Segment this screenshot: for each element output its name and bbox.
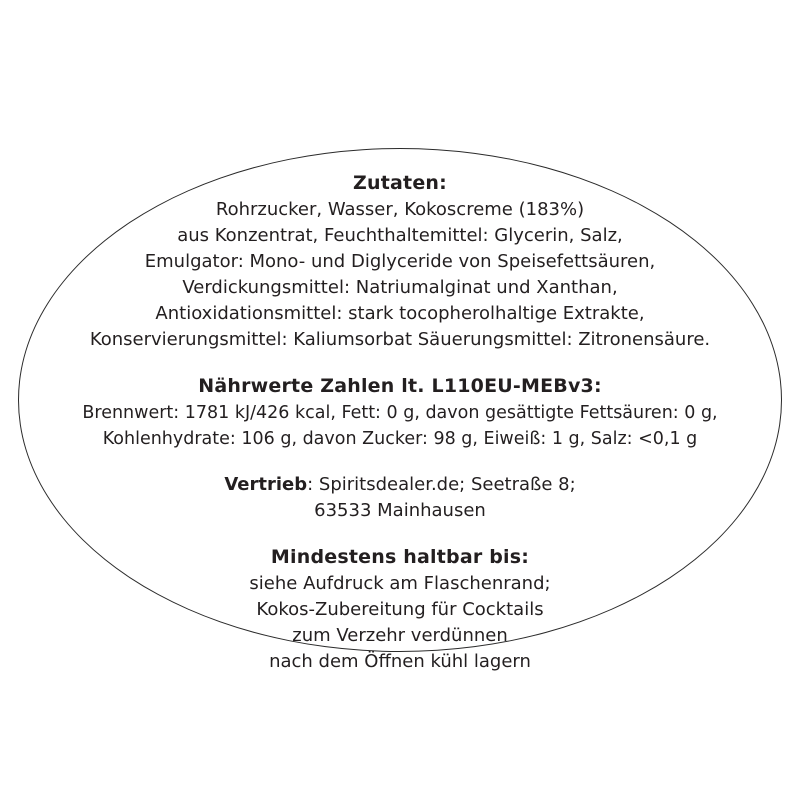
distributor-city: 63533 Mainhausen	[314, 500, 486, 521]
spacer	[0, 357, 800, 373]
distributor-section	[0, 472, 800, 524]
nutrition-heading: Nährwerte Zahlen lt. L110EU-MEBv3:	[198, 375, 602, 397]
best-before-heading: Mindestens haltbar bis:	[270, 546, 530, 568]
best-before-line: zum Verzehr verdünnen	[292, 625, 508, 646]
ingredients-heading: Zutaten:	[353, 172, 447, 194]
nutrition-line: Kohlenhydrate: 106 g, davon Zucker: 98 g, Eiweiß: 1 g, Salz: <0,1 g	[102, 429, 698, 449]
best-before-line: siehe Aufdruck am Flaschenrand;	[249, 573, 551, 594]
ingredients-line: Rohrzucker, Wasser, Kokoscreme (183%)	[215, 199, 585, 220]
nutrition-section	[0, 373, 800, 452]
spacer	[0, 456, 800, 472]
best-before-line: nach dem Öffnen kühl lagern	[269, 651, 531, 672]
ingredients-line: aus Konzentrat, Feuchthaltemittel: Glycerin, Salz,	[177, 225, 623, 246]
nutrition-line: Brennwert: 1781 kJ/426 kcal, Fett: 0 g, davon gesättigte Fettsäuren: 0 g,	[82, 403, 718, 423]
best-before-line: Kokos-Zubereitung für Cocktails	[256, 599, 544, 620]
ingredients-line: Antioxidationsmittel: stark tocopherolhaltige Extrakte,	[155, 303, 645, 324]
ingredients-line: Emulgator: Mono- und Diglyceride von Speisefettsäuren,	[144, 251, 656, 272]
distributor-heading: Vertrieb	[224, 474, 308, 495]
ingredients-section	[0, 170, 800, 353]
distributor-line	[0, 472, 800, 498]
label-content	[0, 170, 800, 679]
ingredients-line: Konservierungsmittel: Kaliumsorbat Säuerungsmittel: Zitronensäure.	[89, 329, 711, 350]
best-before-section	[0, 544, 800, 675]
distributor-address: : Spiritsdealer.de; Seetraße 8;	[307, 474, 576, 495]
spacer	[0, 528, 800, 544]
ingredients-line: Verdickungsmittel: Natriumalginat und Xanthan,	[182, 277, 618, 298]
